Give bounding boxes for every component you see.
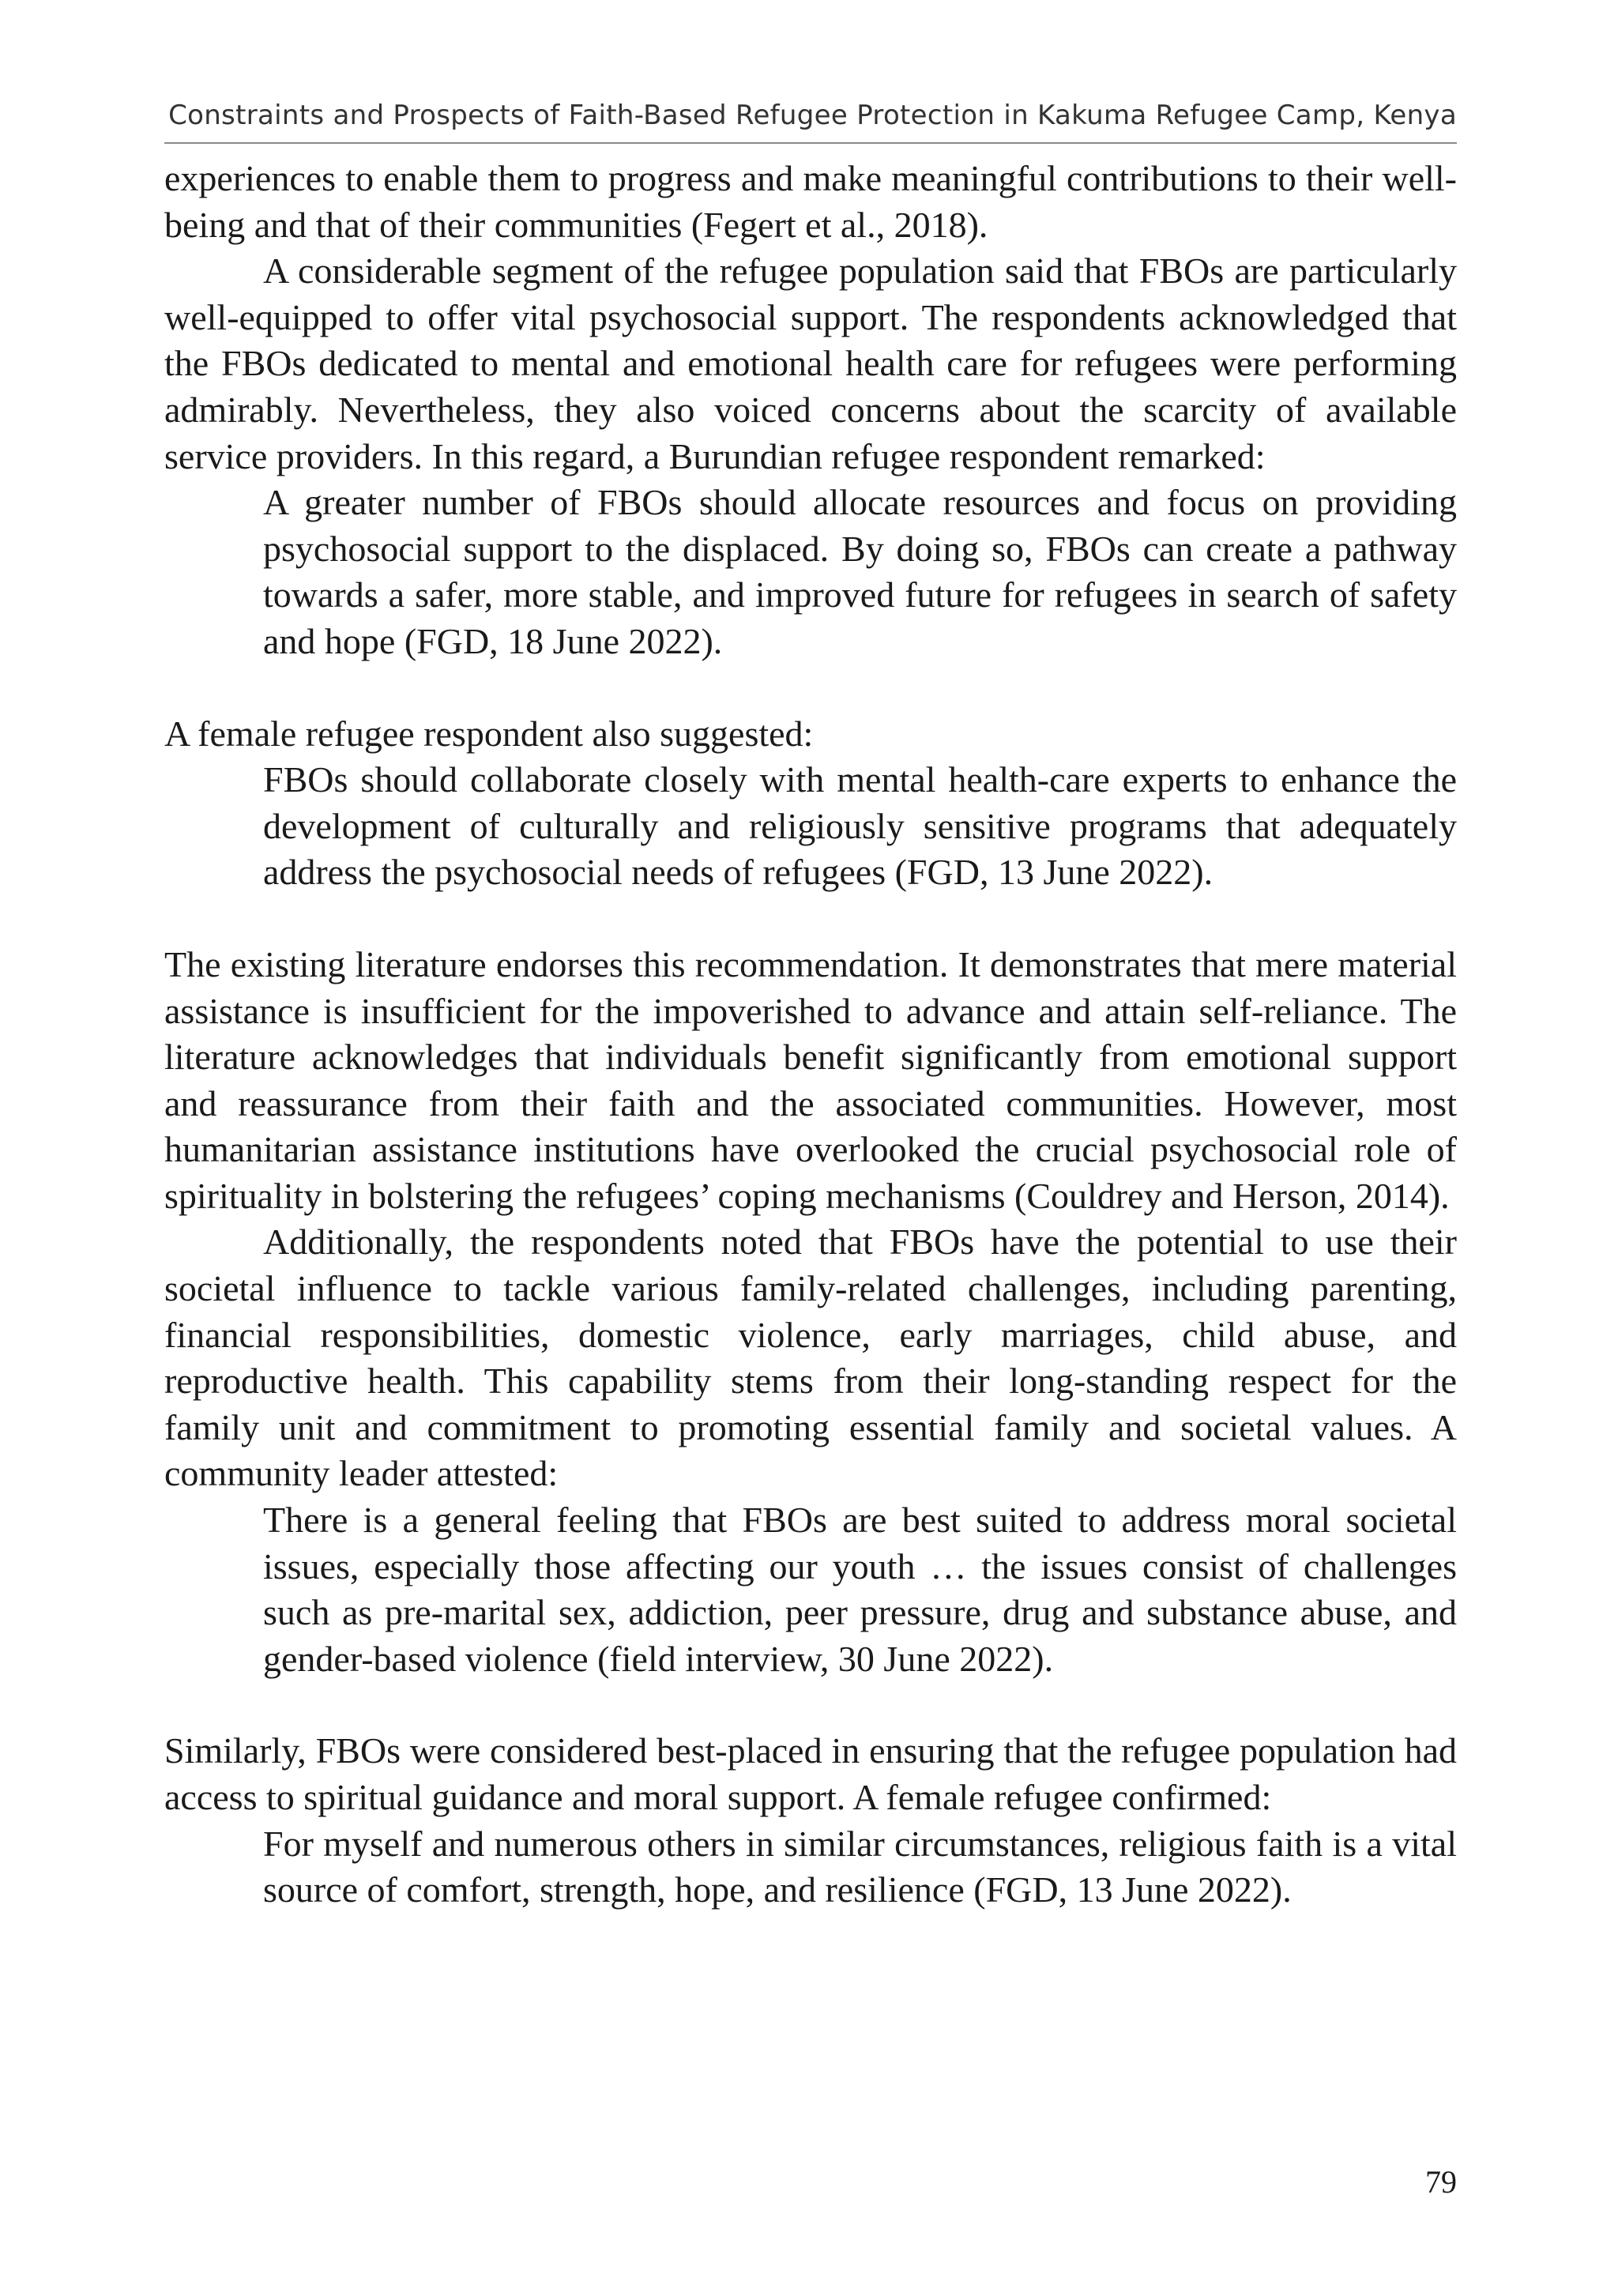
paragraph-female-respondent-intro: A female refugee respondent also suggested: [164, 713, 814, 754]
block-quote-burundian-respondent: A greater number of FBOs should allocate resources and focus on providing psychosocial support to the displaced. By doing so, FBOs can create a pathway towards a safer, more stable, and improved future for refugees in search of safety and hope (FGD, 18 June 2022). [263, 482, 1457, 661]
running-header [164, 93, 1457, 144]
paragraph-literature: The existing literature endorses this recommendation. It demonstrates that mere material assistance is insufficient for the impoverished to advance and attain self-reliance. The literature acknowledges that individuals benefit significantly from emotional support and reassurance from their faith and the associated communities. However, most humanitarian assistance institutions have overlooked the crucial psychosocial role of spirituality in bolstering the refugees’ coping mechanisms (Couldrey and Herson, 2014). [164, 943, 1457, 1216]
paragraph-spiritual-guidance: Similarly, FBOs were considered best-placed in ensuring that the refugee population had access to spiritual guidance and moral support. A female refugee confirmed: [164, 1730, 1457, 1817]
block-quote-community-leader: There is a general feeling that FBOs are best suited to address moral societal issues, especially those affecting our youth … the issues consist of challenges such as pre-marital sex, addiction, peer pressure, drug and substance abuse, and gender-based violence (field interview, 30 June 2022). [263, 1500, 1457, 1679]
paragraph-continued: experiences to enable them to progress and make meaningful contributions to their well-being and that of their communities (Fegert et al., 2018). [164, 158, 1457, 245]
paragraph-family-challenges: Additionally, the respondents noted that FBOs have the potential to use their societal influence to tackle various family-related challenges, including parenting, financial responsibilities, domestic violence, early marriages, child abuse, and reproductive health. This capability stems from their long-standing respect for the family unit and commitment to promoting essential family and societal values. A community leader attested: [164, 1221, 1457, 1494]
running-title: Constraints and Prospects of Faith-Based Refugee Protection in Kakuma Refugee Camp, Kenya [168, 100, 1457, 131]
block-quote-female-respondent: FBOs should collaborate closely with mental health-care experts to enhance the development of culturally and religiously sensitive programs that adequately address the psychosocial needs of refugees (FGD, 13 June 2022). [263, 759, 1457, 893]
paragraph-psychosocial-support: A considerable segment of the refugee population said that FBOs are particularly well-equipped to offer vital psychosocial support. The respondents acknowledged that the FBOs dedicated to mental and emotional health care for refugees were performing admirably. Nevertheless, they also voiced concerns about the scarcity of available service providers. In this regard, a Burundian refugee respondent remarked: [164, 250, 1457, 476]
main-text [164, 156, 1457, 1914]
page-number: 79 [1425, 2164, 1457, 2200]
block-quote-female-refugee: For myself and numerous others in similar circumstances, religious faith is a vital source of comfort, strength, hope, and resilience (FGD, 13 June 2022). [263, 1823, 1457, 1910]
